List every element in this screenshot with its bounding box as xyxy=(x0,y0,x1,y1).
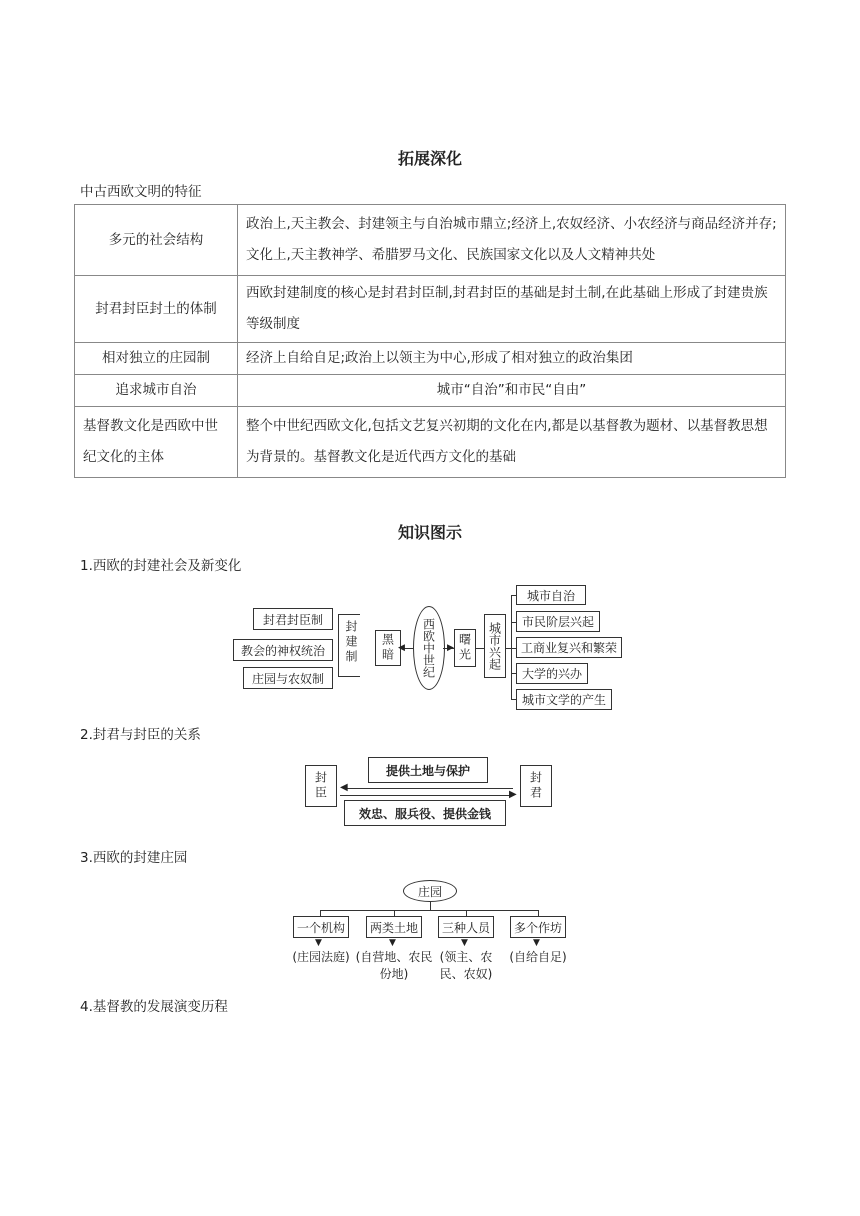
table-row xyxy=(75,407,786,478)
vassal-box: 封臣 xyxy=(305,765,337,807)
right-item-5: 城市文学的产生 xyxy=(516,689,612,710)
lord-box: 封君 xyxy=(520,765,552,807)
row-value: 经济上自给自足;政治上以领主为中心,形成了相对独立的政治集团 xyxy=(238,343,786,375)
feudal-label: 封建制 xyxy=(344,620,358,665)
arrow-down-icon: ▼ xyxy=(315,938,322,948)
row-key: 封君封臣封土的体制 xyxy=(75,276,238,343)
center-label: 西欧中世纪 xyxy=(421,618,436,678)
top-relation-box: 提供土地与保护 xyxy=(368,757,488,783)
extension-subtitle: 中古西欧文明的特征 xyxy=(80,184,202,200)
city-rise-box: 城市兴起 xyxy=(484,614,506,678)
arrow-down-icon: ▼ xyxy=(533,938,540,948)
arrow-right-icon: ▶ xyxy=(447,643,454,653)
row-value: 西欧封建制度的核心是封君封臣制,封君封臣的基础是封土制,在此基础上形成了封建贵族等级制度 xyxy=(238,276,786,343)
row-key: 追求城市自治 xyxy=(75,375,238,407)
features-table xyxy=(74,204,786,478)
row-value: 政治上,天主教会、封建领主与自治城市鼎立;经济上,农奴经济、小农经济与商品经济并存;文化上,天主教神学、希腊罗马文化、民族国家文化以及人文精神共处 xyxy=(238,205,786,276)
table-row xyxy=(75,375,786,407)
manor-sub-1: (庄园法庭) xyxy=(292,950,350,964)
section3-heading: 3.西欧的封建庄园 xyxy=(80,850,188,866)
manor-sub-2: (自营地、农民份地) xyxy=(355,950,433,981)
table-row xyxy=(75,205,786,276)
arrow-down-icon: ▼ xyxy=(389,938,396,948)
manor-root: 庄园 xyxy=(403,880,457,902)
table-row xyxy=(75,343,786,375)
section4-heading: 4.基督教的发展演变历程 xyxy=(80,999,228,1015)
manor-item-2: 两类土地 xyxy=(366,916,422,938)
manor-item-3: 三种人员 xyxy=(438,916,494,938)
table-row xyxy=(75,276,786,343)
arrow-left-icon: ◀ xyxy=(398,643,405,653)
dark-box: 黑暗 xyxy=(375,630,401,666)
manor-sub-3: (领主、农民、农奴) xyxy=(439,950,493,981)
right-item-2: 市民阶层兴起 xyxy=(516,611,600,632)
knowledge-title: 知识图示 xyxy=(397,523,462,542)
arrow-right-icon: ▶ xyxy=(509,789,517,800)
extension-title: 拓展深化 xyxy=(397,149,462,168)
bottom-relation-box: 效忠、服兵役、提供金钱 xyxy=(344,800,506,826)
left-item-1: 封君封臣制 xyxy=(253,608,333,630)
row-key: 基督教文化是西欧中世纪文化的主体 xyxy=(75,407,238,478)
arrow-down-icon: ▼ xyxy=(461,938,468,948)
manor-item-1: 一个机构 xyxy=(293,916,349,938)
row-key: 相对独立的庄园制 xyxy=(75,343,238,375)
row-value: 城市“自治”和市民“自由” xyxy=(238,375,786,407)
right-item-3: 工商业复兴和繁荣 xyxy=(516,637,622,658)
section1-heading: 1.西欧的封建社会及新变化 xyxy=(80,558,242,574)
right-item-4: 大学的兴办 xyxy=(516,663,588,684)
arrow-left-icon: ◀ xyxy=(340,782,348,793)
right-item-1: 城市自治 xyxy=(516,585,586,605)
manor-item-4: 多个作坊 xyxy=(510,916,566,938)
left-item-2: 教会的神权统治 xyxy=(233,639,333,661)
row-key: 多元的社会结构 xyxy=(75,205,238,276)
center-ellipse xyxy=(413,606,445,690)
manor-sub-4: (自给自足) xyxy=(509,950,567,964)
row-value: 整个中世纪西欧文化,包括文艺复兴初期的文化在内,都是以基督教为题材、以基督教思想为背景的。基督教文化是近代西方文化的基础 xyxy=(238,407,786,478)
dawn-box: 曙光 xyxy=(454,629,476,667)
left-item-3: 庄园与农奴制 xyxy=(243,667,333,689)
section2-heading: 2.封君与封臣的关系 xyxy=(80,727,201,743)
